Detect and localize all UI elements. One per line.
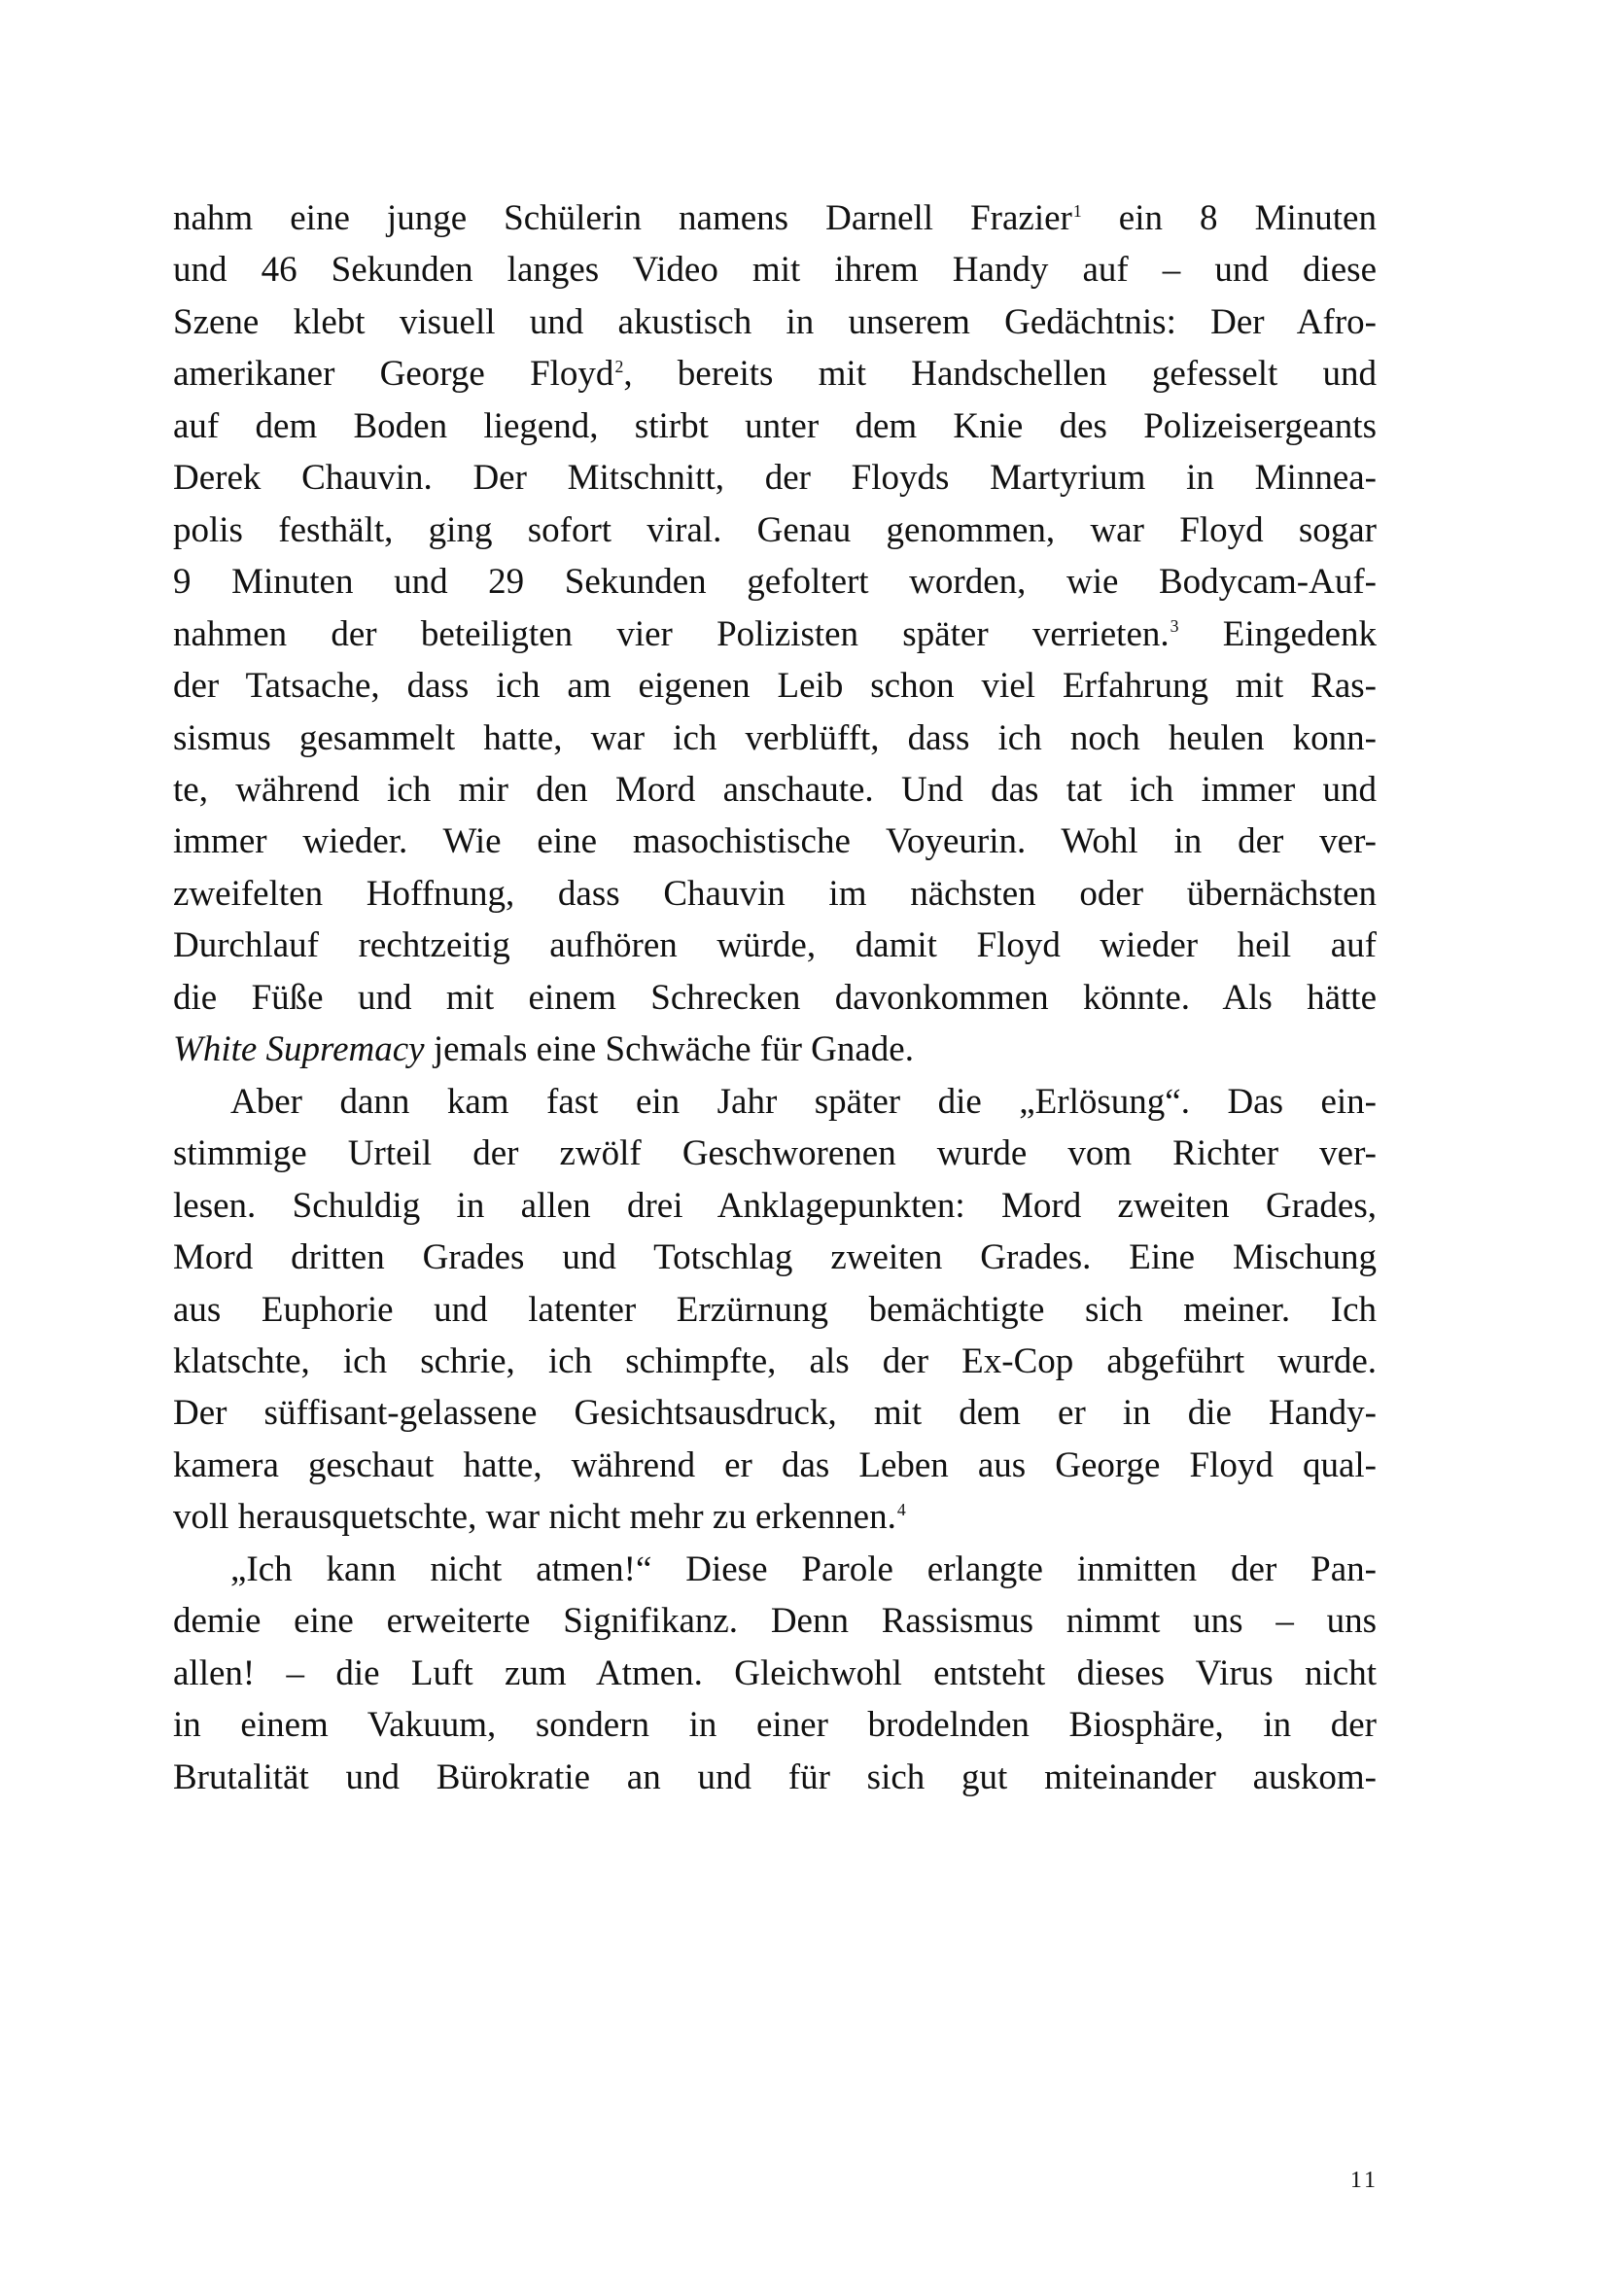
- text-line: [173, 1180, 1377, 1232]
- text-segment: ein 8 Minuten: [1081, 198, 1377, 238]
- text-segment: klatschte, ich schrie, ich schimpfte, als der Ex-Cop abgeführt wurde.: [173, 1340, 1377, 1381]
- paragraph-start-line: [173, 1076, 1377, 1128]
- body-text: [173, 192, 1377, 1803]
- text-segment: polis festhält, ging sofort viral. Genau genommen, war Floyd sogar: [173, 509, 1377, 550]
- text-line: [173, 1024, 1377, 1075]
- text-line: [173, 504, 1377, 556]
- text-line: [173, 1491, 1377, 1543]
- text-line: [173, 1128, 1377, 1179]
- text-line: [173, 1232, 1377, 1283]
- text-segment: in einem Vakuum, sondern in einer brodelnden Biosphäre, in der: [173, 1705, 1377, 1746]
- text-segment: Szene klebt visuell und akustisch in unserem Gedächtnis: Der Afro-: [173, 301, 1377, 342]
- text-segment: amerikaner George Floyd: [173, 354, 614, 395]
- text-segment: jemals eine Schwäche für Gnade.: [424, 1029, 914, 1070]
- text-segment: Durchlauf rechtzeitig aufhören würde, damit Floyd wieder heil auf: [173, 925, 1377, 966]
- paragraph-start-line: [173, 1544, 1377, 1595]
- text-line: [173, 609, 1377, 660]
- text-segment: nahm eine junge Schülerin namens Darnell Frazier: [173, 198, 1072, 238]
- footnote-reference[interactable]: 4: [896, 1500, 906, 1520]
- text-segment: Eingedenk: [1178, 613, 1378, 654]
- text-line: [173, 1387, 1377, 1439]
- text-line: [173, 296, 1377, 348]
- text-line: [173, 1336, 1377, 1387]
- text-line: [173, 348, 1377, 400]
- text-segment: und 46 Sekunden langes Video mit ihrem Handy auf – und diese: [173, 250, 1377, 291]
- text-segment: sismus gesammelt hatte, war ich verblüfft, dass ich noch heulen konn-: [173, 717, 1377, 758]
- footnote-reference[interactable]: 3: [1170, 616, 1179, 637]
- text-line: [173, 400, 1377, 452]
- footnote-reference[interactable]: 2: [614, 357, 624, 377]
- text-segment: Der süffisant-gelassene Gesichtsausdruck, mit dem er in die Handy-: [173, 1393, 1377, 1434]
- text-segment: der Tatsache, dass ich am eigenen Leib schon viel Erfahrung mit Ras-: [173, 666, 1377, 707]
- text-line: [173, 556, 1377, 608]
- page-number: 11: [1349, 2168, 1379, 2193]
- text-line: [173, 972, 1377, 1024]
- text-segment: Mord dritten Grades und Totschlag zweiten Grades. Eine Mischung: [173, 1237, 1377, 1278]
- text-segment: nahmen der beteiligten vier Polizisten später verrieten.: [173, 613, 1170, 654]
- text-segment: immer wieder. Wie eine masochistische Voyeurin. Wohl in der ver-: [173, 821, 1377, 862]
- text-line: [173, 1284, 1377, 1336]
- text-line: [173, 1752, 1377, 1803]
- text-segment: „Ich kann nicht atmen!“ Diese Parole erlangte inmitten der Pan-: [230, 1548, 1377, 1589]
- text-line: [173, 1440, 1377, 1491]
- text-segment: Brutalität und Bürokratie an und für sich gut miteinander auskom-: [173, 1757, 1377, 1797]
- text-segment: voll herausquetschte, war nicht mehr zu erkennen.: [173, 1497, 896, 1538]
- text-line: [173, 192, 1377, 244]
- text-segment: aus Euphorie und latenter Erzürnung bemächtigte sich meiner. Ich: [173, 1289, 1377, 1330]
- text-segment: 9 Minuten und 29 Sekunden gefoltert worden, wie Bodycam-Auf-: [173, 562, 1377, 603]
- text-segment: te, während ich mir den Mord anschaute. Und das tat ich immer und: [173, 769, 1377, 810]
- text-line: [173, 452, 1377, 504]
- text-segment: stimmige Urteil der zwölf Geschworenen wurde vom Richter ver-: [173, 1133, 1377, 1174]
- text-segment: kamera geschaut hatte, während er das Leben aus George Floyd qual-: [173, 1444, 1377, 1485]
- text-line: [173, 244, 1377, 296]
- text-segment: zweifelten Hoffnung, dass Chauvin im nächsten oder übernächsten: [173, 873, 1377, 914]
- text-line: [173, 764, 1377, 816]
- text-segment: Aber dann kam fast ein Jahr später die „Erlösung“. Das ein-: [230, 1081, 1377, 1122]
- text-segment: auf dem Boden liegend, stirbt unter dem Knie des Polizeisergeants: [173, 405, 1377, 446]
- text-segment: Derek Chauvin. Der Mitschnitt, der Floyds Martyrium in Minnea-: [173, 458, 1377, 499]
- text-line: [173, 1595, 1377, 1647]
- text-segment: demie eine erweiterte Signifikanz. Denn Rassismus nimmt uns – uns: [173, 1601, 1377, 1642]
- footnote-reference[interactable]: 1: [1072, 200, 1082, 221]
- text-segment: die Füße und mit einem Schrecken davonkommen könnte. Als hätte: [173, 977, 1377, 1018]
- italic-phrase: White Supremacy: [173, 1029, 425, 1070]
- text-line: [173, 1699, 1377, 1751]
- text-line: [173, 660, 1377, 712]
- text-line: [173, 816, 1377, 867]
- text-line: [173, 1648, 1377, 1699]
- text-line: [173, 868, 1377, 920]
- text-segment: , bereits mit Handschellen gefesselt und: [623, 354, 1378, 395]
- text-line: [173, 920, 1377, 971]
- text-segment: lesen. Schuldig in allen drei Anklagepunkten: Mord zweiten Grades,: [173, 1185, 1377, 1226]
- text-line: [173, 713, 1377, 764]
- text-segment: allen! – die Luft zum Atmen. Gleichwohl entsteht dieses Virus nicht: [173, 1652, 1377, 1693]
